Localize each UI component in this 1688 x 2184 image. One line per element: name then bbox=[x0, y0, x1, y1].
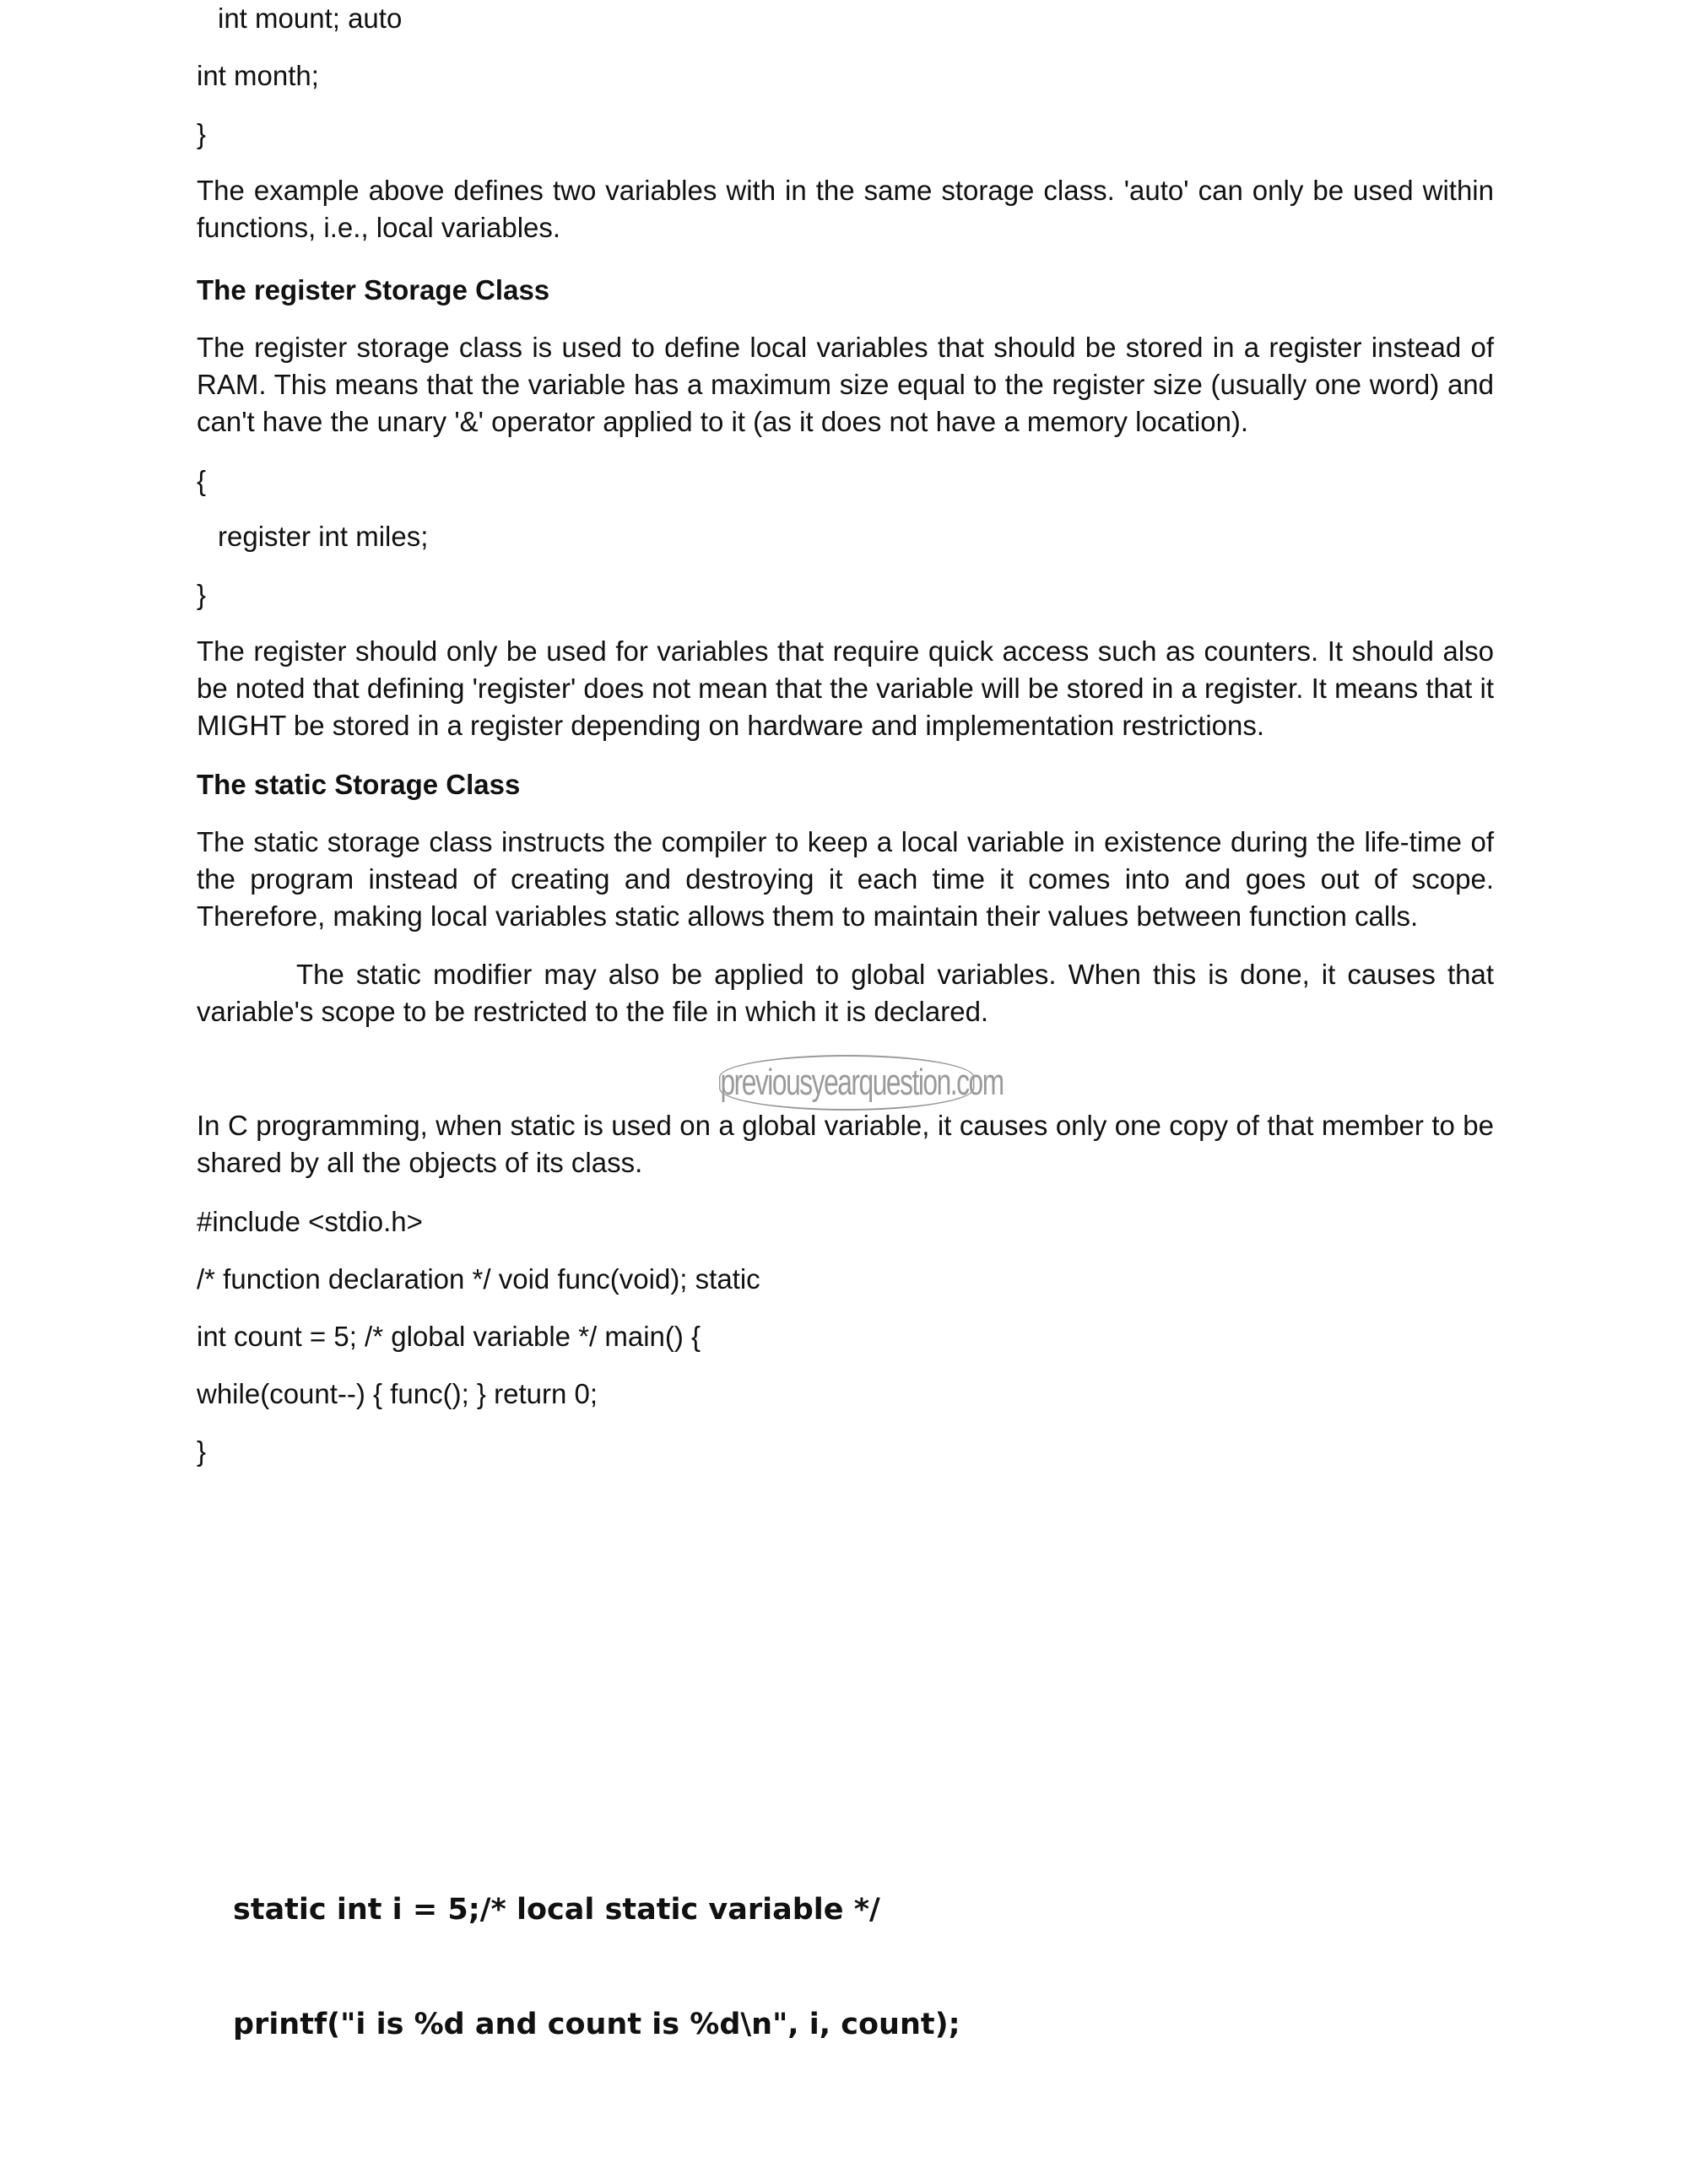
watermark-logo: previousyearquestion.com bbox=[719, 1055, 974, 1111]
paragraph-static-global: The static modifier may also be applied to global variables. When this is done, it causes that variable's scope to be restricted to the file in which it is declared. bbox=[197, 959, 1494, 1027]
code-line-func-declaration: /* function declaration */ void func(void); static bbox=[197, 1263, 760, 1295]
code-line-include: #include <stdio.h> bbox=[197, 1206, 423, 1237]
code-line-close-brace: } bbox=[197, 118, 207, 149]
paragraph-register: The register storage class is used to define local variables that should be stored in a register instead of RAM. This means that the variable has a maximum size equal to the register size (usually one word) and can't have the unary '&' operator applied to it (as it does not have a memory location). bbox=[197, 332, 1494, 437]
code-line-printf: printf("i is %d and count is %d\n", i, count); bbox=[233, 2008, 960, 2041]
code-line-global-count: int count = 5; /* global variable */ main() { bbox=[197, 1321, 701, 1352]
code-line-close-brace-2: } bbox=[197, 579, 207, 610]
code-line-while: while(count--) { func(); } return 0; bbox=[197, 1378, 598, 1409]
code-line-mount: int mount; auto bbox=[218, 3, 403, 34]
code-line-static-i: static int i = 5;/* local static variable */ bbox=[233, 1893, 880, 1927]
paragraph-c-static: In C programming, when static is used on a global variable, it causes only one copy of that member to be shared by all the objects of its class. bbox=[197, 1110, 1494, 1178]
paragraph-register-usage: The register should only be used for variables that require quick access such as counters. It should also be noted that defining 'register' does not mean that the variable will be stored in a register. It means that it MIGHT be stored in a register depending on hardware and implementation restrictions. bbox=[197, 635, 1494, 741]
paragraph-static: The static storage class instructs the compiler to keep a local variable in existence during the life-time of the program instead of creating and destroying it each time it comes into and goes out of scope. Therefore, making local variables static allows them to maintain their values between function calls. bbox=[197, 826, 1494, 932]
code-line-month: int month; bbox=[197, 60, 319, 91]
paragraph-auto: The example above defines two variables with in the same storage class. 'auto' can only be used within functions, i.e., local variables. bbox=[197, 175, 1494, 243]
code-line-register-miles: register int miles; bbox=[218, 521, 429, 552]
heading-register-storage-class: The register Storage Class bbox=[197, 274, 550, 305]
code-line-open-brace: { bbox=[197, 465, 207, 496]
code-line-close-brace-3: } bbox=[197, 1435, 207, 1467]
heading-static-storage-class: The static Storage Class bbox=[197, 769, 521, 800]
